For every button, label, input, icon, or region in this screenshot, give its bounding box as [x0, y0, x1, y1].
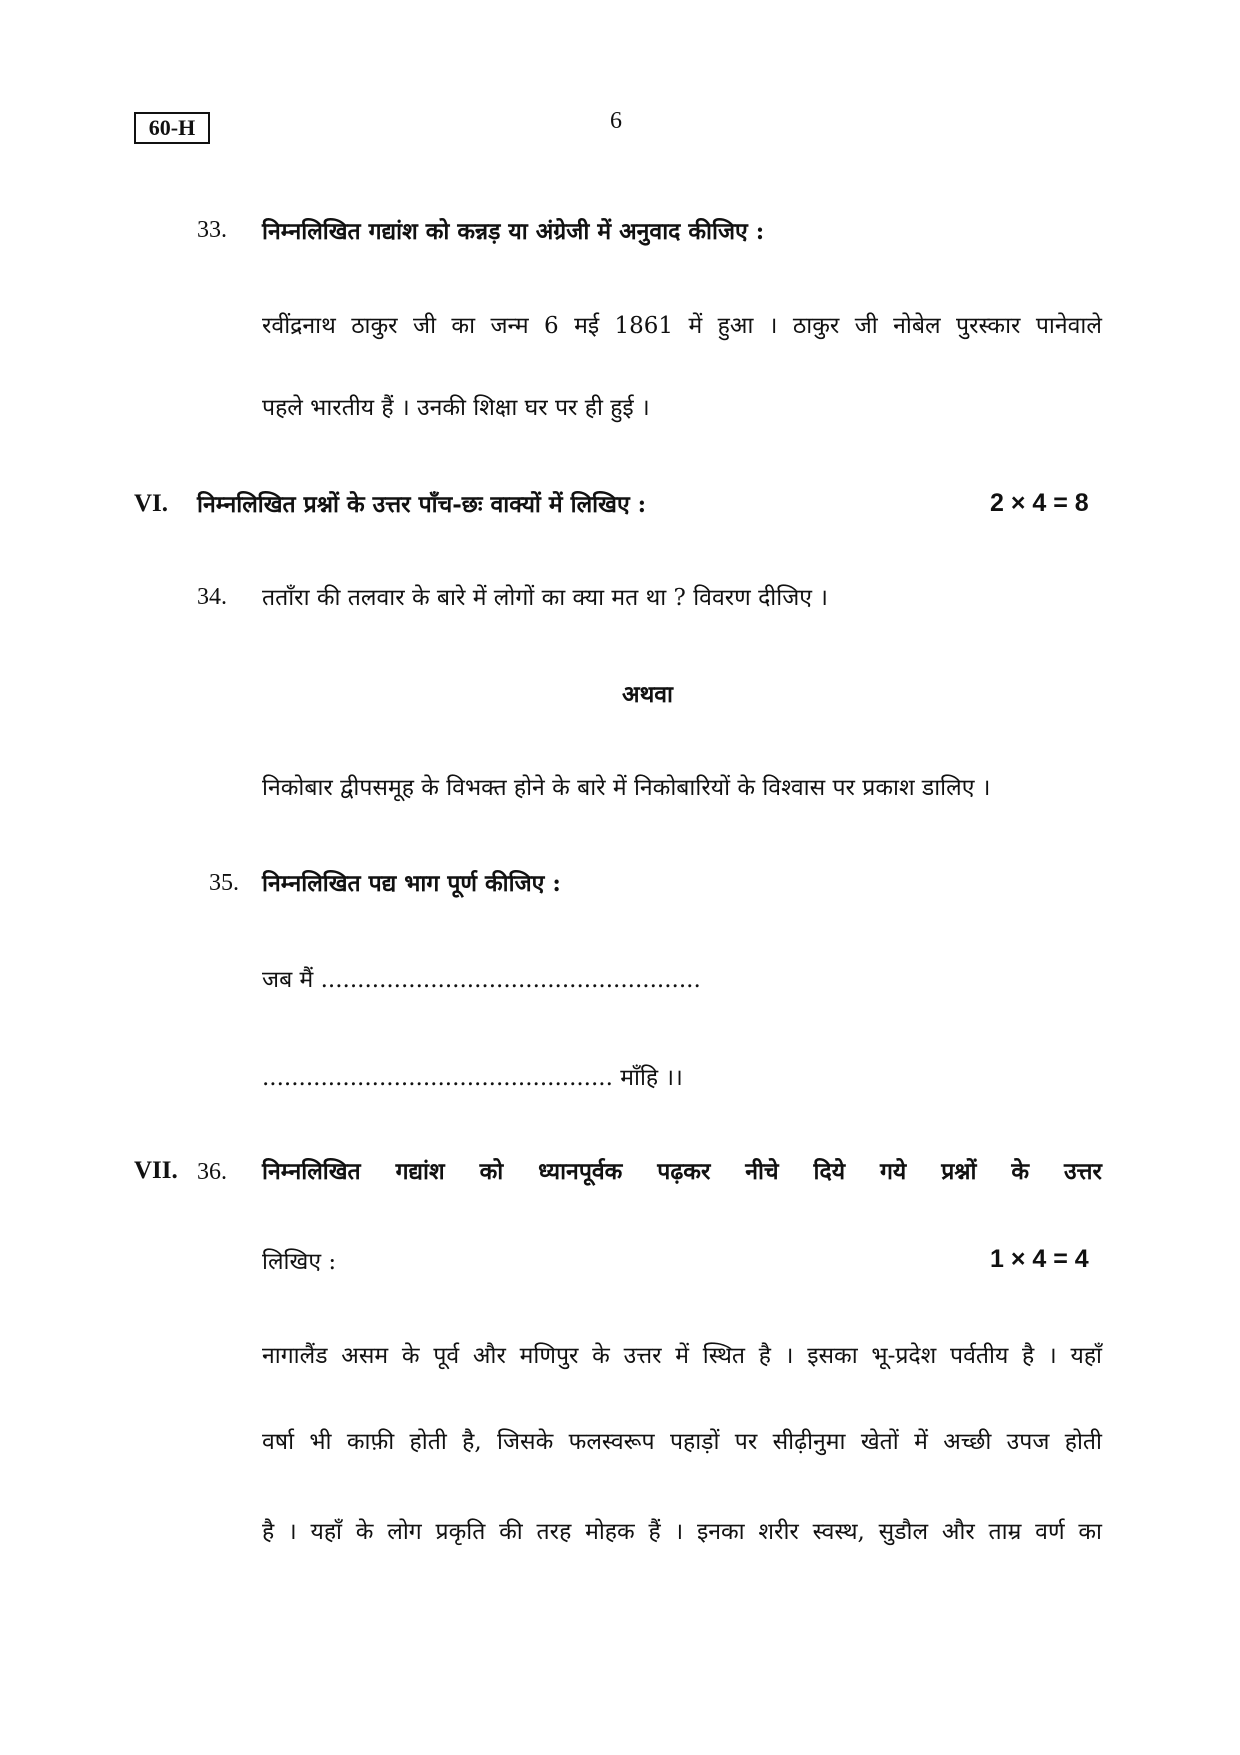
instruction-word: के: [1011, 1158, 1030, 1185]
question-33-number: 33.: [197, 217, 227, 243]
question-36-instruction-line-1: [262, 1154, 1102, 1186]
instruction-word: ध्यानपूर्वक: [538, 1158, 623, 1185]
instruction-word: उत्तर: [1064, 1158, 1102, 1185]
instruction-word: गये: [879, 1158, 907, 1185]
instruction-word: गद्यांश: [395, 1158, 445, 1185]
instruction-word: प्रश्नों: [941, 1158, 977, 1185]
instruction-word: निम्नलिखित: [262, 1158, 361, 1185]
poem-blank-line-1: जब मैं ....................................................: [262, 967, 701, 993]
question-36-passage-line-3: है । यहाँ के लोग प्रकृति की तरह मोहक हैं । इनका शरीर स्वस्थ, सुडौल और ताम्र वर्ण का: [262, 1519, 1102, 1545]
question-36-passage-line-1: नागालैंड असम के पूर्व और मणिपुर के उत्तर में स्थित है । इसका भू-प्रदेश पर्वतीय है । यहाँ: [262, 1343, 1102, 1369]
section-6-instruction: निम्नलिखित प्रश्नों के उत्तर पाँच-छः वाक्यों में लिखिए :: [197, 491, 647, 518]
question-33-instruction: निम्नलिखित गद्यांश को कन्नड़ या अंग्रेजी में अनुवाद कीजिए :: [262, 218, 765, 245]
question-36-passage-line-2: वर्षा भी काफ़ी होती है, जिसके फलस्वरूप पहाड़ों पर सीढ़ीनुमा खेतों में अच्छी उपज होती: [262, 1429, 1102, 1455]
question-34-number: 34.: [197, 584, 227, 610]
section-7-marks: 1 × 4 = 4: [990, 1245, 1089, 1273]
question-34-alternate: निकोबार द्वीपसमूह के विभक्त होने के बारे में निकोबारियों के विश्वास पर प्रकाश डालिए ।: [262, 775, 991, 801]
section-6-label: VI.: [134, 490, 169, 517]
page-number: 6: [610, 108, 622, 134]
question-35-number: 35.: [209, 870, 239, 896]
question-35-instruction: निम्नलिखित पद्य भाग पूर्ण कीजिए :: [262, 870, 561, 897]
instruction-word: नीचे: [745, 1158, 779, 1185]
question-36-number: 36.: [197, 1159, 227, 1185]
instruction-word: को: [479, 1158, 504, 1185]
section-7-label: VII.: [134, 1157, 178, 1184]
poem-blank-line-2: ................................................ माँहि ।।: [262, 1065, 683, 1091]
instruction-word: पढ़कर: [657, 1158, 711, 1185]
question-34-text: तताँरा की तलवार के बारे में लोगों का क्या मत था ? विवरण दीजिए ।: [262, 585, 829, 611]
paper-code: 60-H: [134, 112, 210, 144]
question-33-passage-line-1: रवींद्रनाथ ठाकुर जी का जन्म 6 मई 1861 में हुआ । ठाकुर जी नोबेल पुरस्कार पानेवाले: [262, 313, 1102, 339]
or-label: अथवा: [622, 681, 674, 708]
question-36-instruction-line-2: लिखिए :: [262, 1249, 337, 1275]
instruction-word: दिये: [813, 1158, 846, 1185]
question-33-passage-line-2: पहले भारतीय हैं । उनकी शिक्षा घर पर ही हुई ।: [262, 395, 650, 421]
section-6-marks: 2 × 4 = 8: [990, 489, 1089, 517]
